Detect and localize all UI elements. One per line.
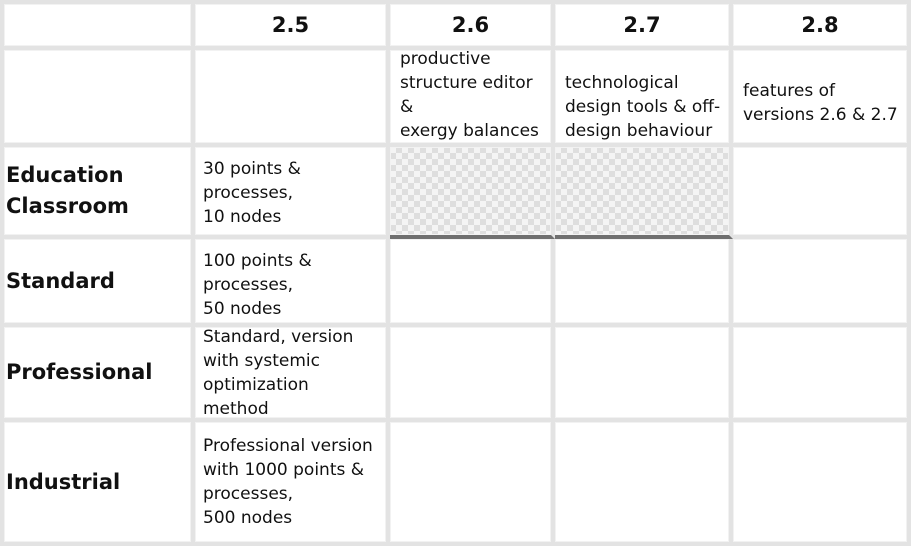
row-label-standard (0, 239, 195, 327)
industrial-2-6-cell (390, 422, 555, 546)
standard-2-5-text: 100 points & processes, 50 nodes (203, 251, 312, 319)
education-2-7-cell (555, 147, 733, 239)
desc-2-6-text: productive structure editor & exergy balances (400, 50, 539, 141)
row-label-industrial (0, 422, 195, 546)
professional-2-7-cell (555, 327, 733, 422)
desc-2-8-text: features of versions 2.6 & 2.7 (743, 80, 898, 125)
desc-2-8-cell (733, 50, 911, 147)
desc-2-5-cell (195, 50, 390, 147)
header-version-2-6: 2.6 (390, 0, 555, 50)
standard-2-6-cell (390, 239, 555, 327)
industrial-2-8-cell (733, 422, 911, 546)
desc-2-6-cell (390, 50, 555, 147)
row-label-education (0, 147, 195, 239)
row-label-education-text: Education Classroom (6, 163, 129, 218)
row-label-industrial-text: Industrial (6, 469, 121, 494)
industrial-2-5-cell (195, 422, 390, 546)
education-2-8-cell (733, 147, 911, 239)
row-label-standard-text: Standard (6, 268, 115, 293)
education-2-5-cell (195, 147, 390, 239)
industrial-2-7-cell (555, 422, 733, 546)
industrial-2-5-text: Professional version with 1000 points & processes, 500 nodes (203, 436, 373, 528)
standard-2-5-cell (195, 239, 390, 327)
header-version-2-5: 2.5 (195, 0, 390, 50)
header-version-2-8: 2.8 (733, 0, 911, 50)
desc-2-7-text: technological design tools & off- design behaviour (565, 73, 721, 141)
header-corner-cell (0, 0, 195, 50)
professional-2-8-cell (733, 327, 911, 422)
education-2-6-cell (390, 147, 555, 239)
professional-2-5-cell (195, 327, 390, 422)
desc-row-label-cell (0, 50, 195, 147)
standard-2-7-cell (555, 239, 733, 327)
row-label-professional-text: Professional (6, 360, 153, 384)
standard-2-8-cell (733, 239, 911, 327)
desc-2-7-cell (555, 50, 733, 147)
header-version-2-7: 2.7 (555, 0, 733, 50)
education-2-5-text: 30 points & processes, 10 nodes (203, 159, 301, 227)
professional-2-6-cell (390, 327, 555, 422)
row-label-professional (0, 327, 195, 422)
professional-2-5-text: Standard, version with systemic optimization method (203, 327, 354, 419)
